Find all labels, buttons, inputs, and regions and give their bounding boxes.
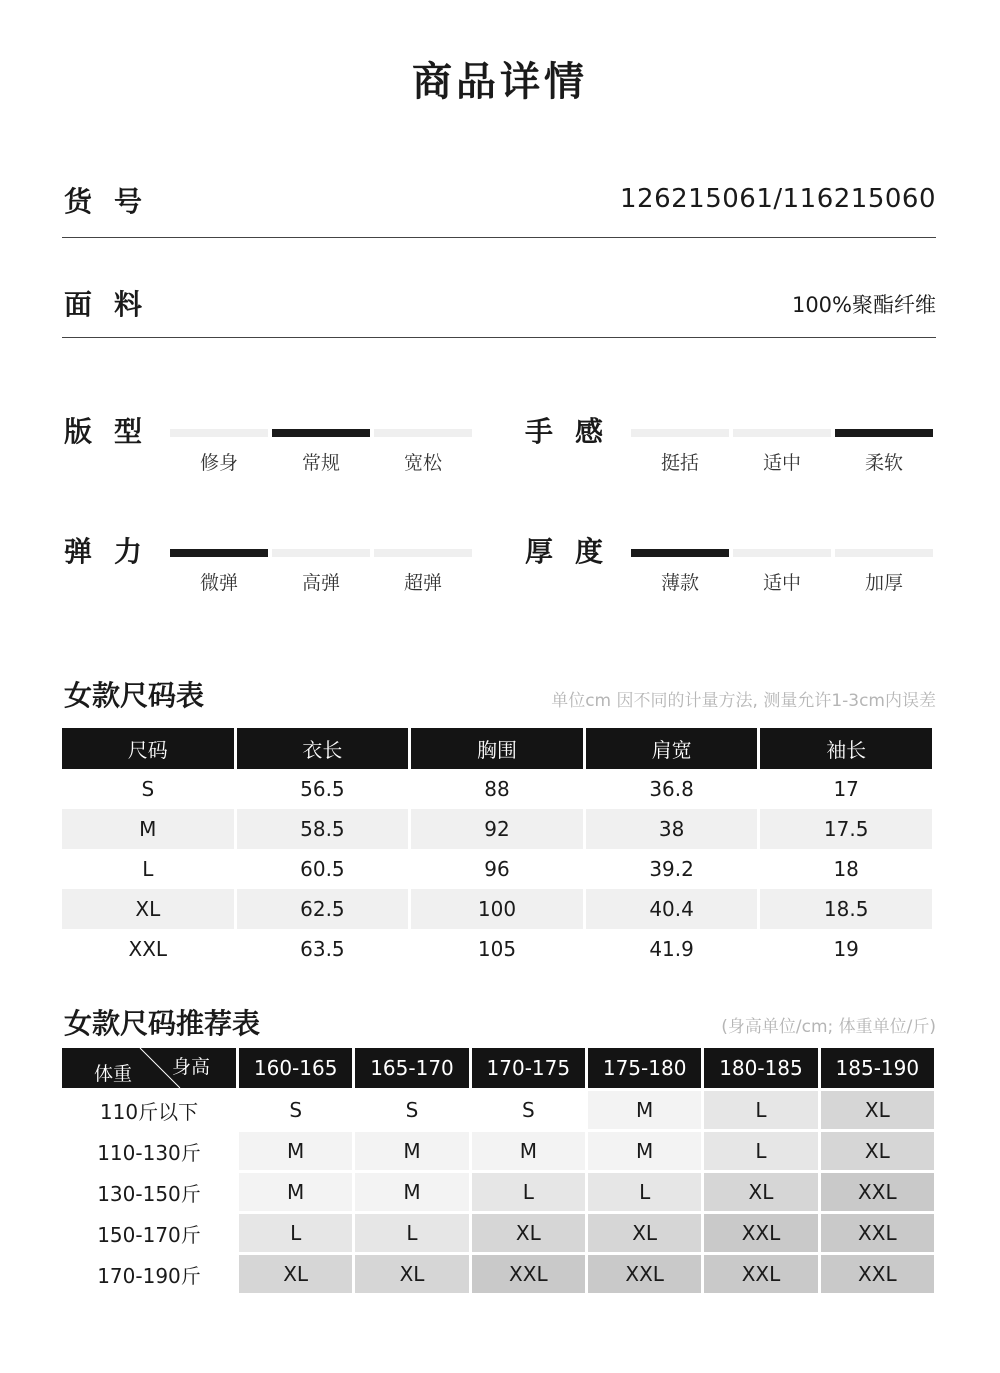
recommend-size-cell: S xyxy=(355,1091,468,1129)
attr-thickness xyxy=(523,524,943,594)
table-row xyxy=(62,1214,934,1252)
recommend-size-cell: L xyxy=(588,1173,701,1211)
size-recommend-table xyxy=(59,1045,937,1296)
table-row xyxy=(62,1091,934,1129)
height-header-cell: 185-190 xyxy=(821,1048,934,1088)
table-row xyxy=(62,1255,934,1293)
recommend-size-cell: L xyxy=(472,1173,585,1211)
recommend-size-cell: XL xyxy=(821,1132,934,1170)
thick-option: 适中 xyxy=(762,572,801,594)
fabric-label: 面料 xyxy=(64,288,165,321)
bust-cell: 96 xyxy=(484,857,510,881)
recommend-size-cell: M xyxy=(472,1132,585,1170)
recommend-title: 女款尺码推荐表 xyxy=(64,1007,261,1040)
hand-option: 挺括 xyxy=(660,452,699,474)
length-cell: 56.5 xyxy=(300,777,345,801)
recommend-size-cell: L xyxy=(704,1091,817,1129)
recommend-size-cell: L xyxy=(704,1132,817,1170)
shoulder-cell: 36.8 xyxy=(649,777,694,801)
table-row xyxy=(62,929,932,969)
attr-hand-feel xyxy=(523,404,943,474)
weight-cell: 110斤以下 xyxy=(62,1091,236,1129)
fit-option: 修身 xyxy=(199,452,238,474)
recommend-header-row xyxy=(62,1048,934,1088)
thick-option: 薄款 xyxy=(660,572,699,594)
recommend-size-cell: XXL xyxy=(821,1214,934,1252)
size-chart-title: 女款尺码表 xyxy=(64,679,205,712)
recommend-size-cell: XXL xyxy=(472,1255,585,1293)
fit-option: 常规 xyxy=(301,452,340,474)
length-cell: 62.5 xyxy=(237,889,409,929)
elastic-option: 高弹 xyxy=(301,572,340,594)
shoulder-cell: 41.9 xyxy=(649,937,694,961)
recommend-size-cell: XXL xyxy=(821,1255,934,1293)
size-header-cell: 袖长 xyxy=(760,728,932,769)
recommend-size-cell: XL xyxy=(704,1173,817,1211)
length-cell: 58.5 xyxy=(237,809,409,849)
recommend-size-cell: S xyxy=(239,1091,352,1129)
bust-cell: 105 xyxy=(477,937,517,961)
size-cell: XL xyxy=(62,889,234,929)
sleeve-cell: 19 xyxy=(833,937,859,961)
height-header-cell: 170-175 xyxy=(472,1048,585,1088)
thick-scale-segment xyxy=(835,549,933,557)
size-header-cell: 肩宽 xyxy=(586,728,758,769)
length-cell: 60.5 xyxy=(300,857,345,881)
recommend-size-cell: M xyxy=(588,1132,701,1170)
size-header-cell: 衣长 xyxy=(237,728,409,769)
recommend-size-cell: XL xyxy=(472,1214,585,1252)
bust-cell: 92 xyxy=(411,809,583,849)
table-row xyxy=(62,1132,934,1170)
fit-option: 宽松 xyxy=(403,452,442,474)
shoulder-cell: 39.2 xyxy=(649,857,694,881)
recommend-size-cell: M xyxy=(355,1173,468,1211)
elastic-scale-segment xyxy=(170,549,268,557)
hand-scale-segment xyxy=(835,429,933,437)
size-header-cell: 尺码 xyxy=(62,728,234,769)
thick-scale-segment xyxy=(733,549,831,557)
recommend-size-cell: XL xyxy=(821,1091,934,1129)
recommend-size-cell: M xyxy=(239,1173,352,1211)
length-cell: 63.5 xyxy=(300,937,345,961)
recommend-size-cell: XXL xyxy=(588,1255,701,1293)
attr-fit xyxy=(62,404,482,474)
shoulder-cell: 38 xyxy=(586,809,758,849)
sku-value: 126215061/116215060 xyxy=(619,184,936,214)
table-row xyxy=(62,1173,934,1211)
fit-scale-segment xyxy=(170,429,268,437)
recommend-size-cell: L xyxy=(355,1214,468,1252)
sleeve-cell: 17.5 xyxy=(760,809,932,849)
recommend-size-cell: S xyxy=(472,1091,585,1129)
fabric-row xyxy=(62,238,936,338)
hand-scale-segment xyxy=(733,429,831,437)
shoulder-cell: 40.4 xyxy=(586,889,758,929)
weight-cell: 170-190斤 xyxy=(62,1255,236,1293)
table-row xyxy=(62,889,932,929)
recommend-size-cell: XXL xyxy=(821,1173,934,1211)
size-header-cell: 胸围 xyxy=(411,728,583,769)
height-header-cell: 180-185 xyxy=(704,1048,817,1088)
weight-cell: 110-130斤 xyxy=(62,1132,236,1170)
size-chart-table xyxy=(59,728,935,969)
bust-cell: 100 xyxy=(411,889,583,929)
bust-cell: 88 xyxy=(484,777,510,801)
table-row xyxy=(62,849,932,889)
sku-row xyxy=(62,138,936,238)
height-header-cell: 160-165 xyxy=(239,1048,352,1088)
size-chart-header-row xyxy=(62,728,932,769)
sku-label: 货号 xyxy=(64,185,165,218)
thick-scale-segment xyxy=(631,549,729,557)
thick-option: 加厚 xyxy=(864,572,903,594)
page-title: 商品详情 xyxy=(412,59,588,105)
size-cell: M xyxy=(62,809,234,849)
corner-weight-label: 体重 xyxy=(94,1063,133,1085)
recommend-size-cell: L xyxy=(239,1214,352,1252)
recommend-size-cell: M xyxy=(239,1132,352,1170)
hand-scale-segment xyxy=(631,429,729,437)
hand-option: 适中 xyxy=(762,452,801,474)
attr-fit-label: 版型 xyxy=(64,415,165,448)
fit-scale-segment xyxy=(374,429,472,437)
elastic-scale-segment xyxy=(272,549,370,557)
size-cell: L xyxy=(142,857,154,881)
recommend-size-cell: XXL xyxy=(704,1214,817,1252)
recommend-size-cell: XL xyxy=(355,1255,468,1293)
recommend-size-cell: XXL xyxy=(704,1255,817,1293)
elastic-scale-segment xyxy=(374,549,472,557)
table-row xyxy=(62,769,932,809)
corner-header xyxy=(62,1048,236,1088)
attr-hand-label: 手感 xyxy=(525,415,626,448)
sleeve-cell: 18.5 xyxy=(760,889,932,929)
weight-cell: 150-170斤 xyxy=(62,1214,236,1252)
attr-thick-label: 厚度 xyxy=(525,535,626,568)
height-header-cell: 175-180 xyxy=(588,1048,701,1088)
weight-cell: 130-150斤 xyxy=(62,1173,236,1211)
fit-scale-segment xyxy=(272,429,370,437)
size-cell: XXL xyxy=(128,937,168,961)
recommend-size-cell: M xyxy=(355,1132,468,1170)
table-row xyxy=(62,809,932,849)
size-cell: S xyxy=(141,777,155,801)
corner-height-label: 身高 xyxy=(171,1056,210,1078)
hand-option: 柔软 xyxy=(864,452,903,474)
height-header-cell: 165-170 xyxy=(355,1048,468,1088)
sleeve-cell: 17 xyxy=(833,777,859,801)
attr-elastic-label: 弹力 xyxy=(64,535,165,568)
size-chart-note: 单位cm 因不同的计量方法, 测量允许1-3cm内误差 xyxy=(551,691,936,711)
attr-elasticity xyxy=(62,524,482,594)
elastic-option: 超弹 xyxy=(403,572,442,594)
recommend-note: (身高单位/cm; 体重单位/斤) xyxy=(721,1017,936,1037)
sleeve-cell: 18 xyxy=(833,857,859,881)
elastic-option: 微弹 xyxy=(199,572,238,594)
recommend-size-cell: XL xyxy=(588,1214,701,1252)
fabric-value: 100%聚酯纤维 xyxy=(791,293,936,317)
recommend-size-cell: M xyxy=(588,1091,701,1129)
recommend-size-cell: XL xyxy=(239,1255,352,1293)
